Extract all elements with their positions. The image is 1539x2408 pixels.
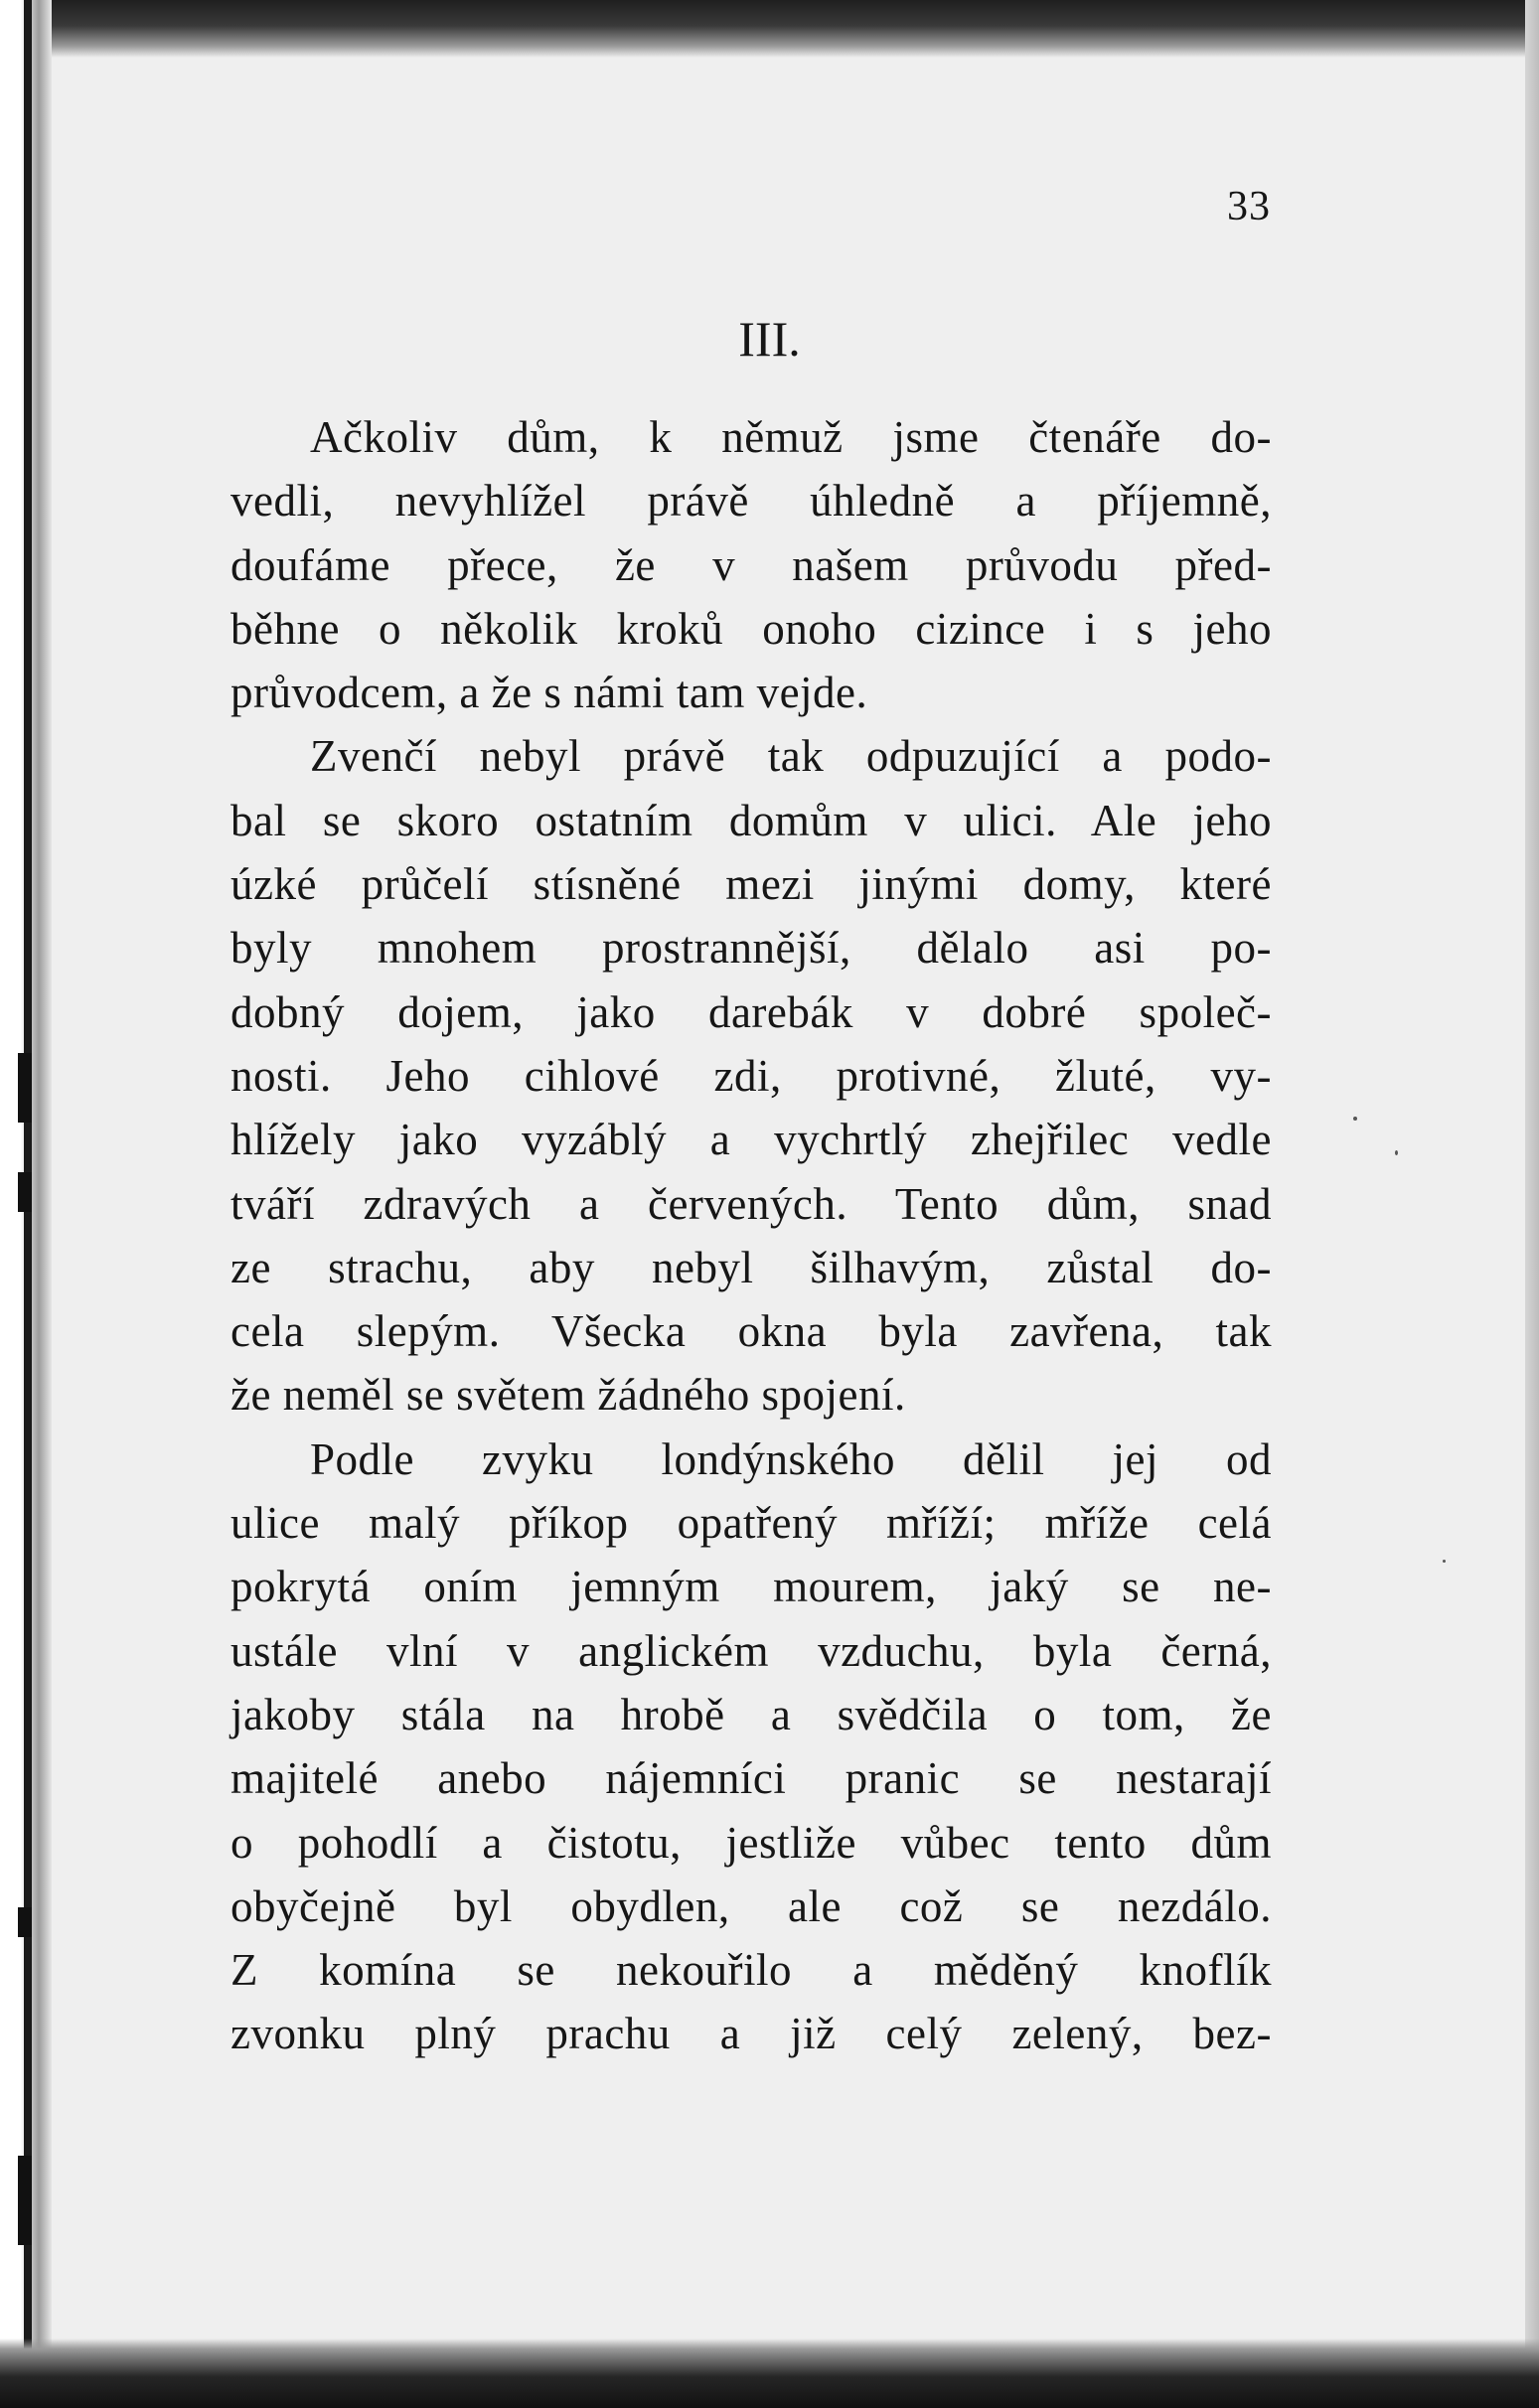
text-line: ze strachu, aby nebyl šilhavým, zůstal do- [231,1242,1272,1292]
text-line: vedli, nevyhlížel právě úhledně a příjemně, [231,476,1272,527]
text-line: hlížely jako vyzáblý a vychrtlý zhejřilec vedle [231,1115,1272,1165]
dust-speck [1353,1117,1357,1121]
top-scan-shadow [0,0,1539,58]
text-line: dobný dojem, jako darebák v dobré společ- [231,986,1272,1037]
text-line: ustále vlní v anglickém vzduchu, byla černá, [231,1625,1272,1676]
text-line: běhne o několik kroků onoho cizince i s jeho [231,603,1272,654]
left-edge-mark [18,1907,32,1937]
text-line: Podle zvyku londýnského dělil jej od [310,1433,1272,1484]
chapter-heading: III. [738,311,801,367]
paragraph [231,1428,1272,2066]
text-line: Zvenčí nebyl právě tak odpuzující a podo- [310,731,1272,782]
dust-speck [1443,1560,1446,1563]
text-line: cela slepým. Všecka okna byla zavřena, tak [231,1306,1272,1357]
page-number: 33 [1227,184,1271,229]
text-line: majitelé anebo nájemníci pranic se nestarají [231,1753,1272,1804]
text-line: ulice malý příkop opatřený mříží; mříže celá [231,1498,1272,1549]
bottom-scan-shadow [0,2338,1539,2408]
body-text [231,405,1272,2066]
text-line: průvodcem, a že s námi tam vejde. [231,668,868,718]
text-line: byly mnohem prostrannější, dělalo asi po- [231,923,1272,974]
text-line: o pohodlí a čistotu, jestliže vůbec tento dům [231,1817,1272,1868]
left-edge-mark [18,1053,32,1123]
text-line: úzké průčelí stísněné mezi jinými domy, které [231,859,1272,910]
text-line: pokrytá oním jemným mourem, jaký se ne- [231,1562,1272,1612]
text-line: doufáme přece, že v našem průvodu před- [231,539,1272,590]
text-line: tváří zdravých a červených. Tento dům, snad [231,1178,1272,1229]
left-edge-mark [18,1172,32,1212]
text-line: obyčejně byl obydlen, ale což se nezdálo. [231,1881,1272,1931]
paragraph [231,405,1272,724]
text-line: zvonku plný prachu a již celý zelený, bez- [231,2009,1272,2059]
dust-speck [1395,1150,1398,1155]
left-edge-mark [18,2156,32,2245]
text-line: Ačkoliv dům, k němuž jsme čtenáře do- [310,412,1272,462]
text-line: jakoby stála na hrobě a svědčila o tom, že [231,1689,1272,1739]
paragraph [231,724,1272,1427]
text-line: že neměl se světem žádného spojení. [231,1370,906,1421]
text-line: bal se skoro ostatním domům v ulici. Ale jeho [231,795,1272,845]
text-line: nosti. Jeho cihlové zdi, protivné, žluté, vy- [231,1050,1272,1101]
text-line: Z komína se nekouřilo a měděný knoflík [231,1945,1272,1996]
